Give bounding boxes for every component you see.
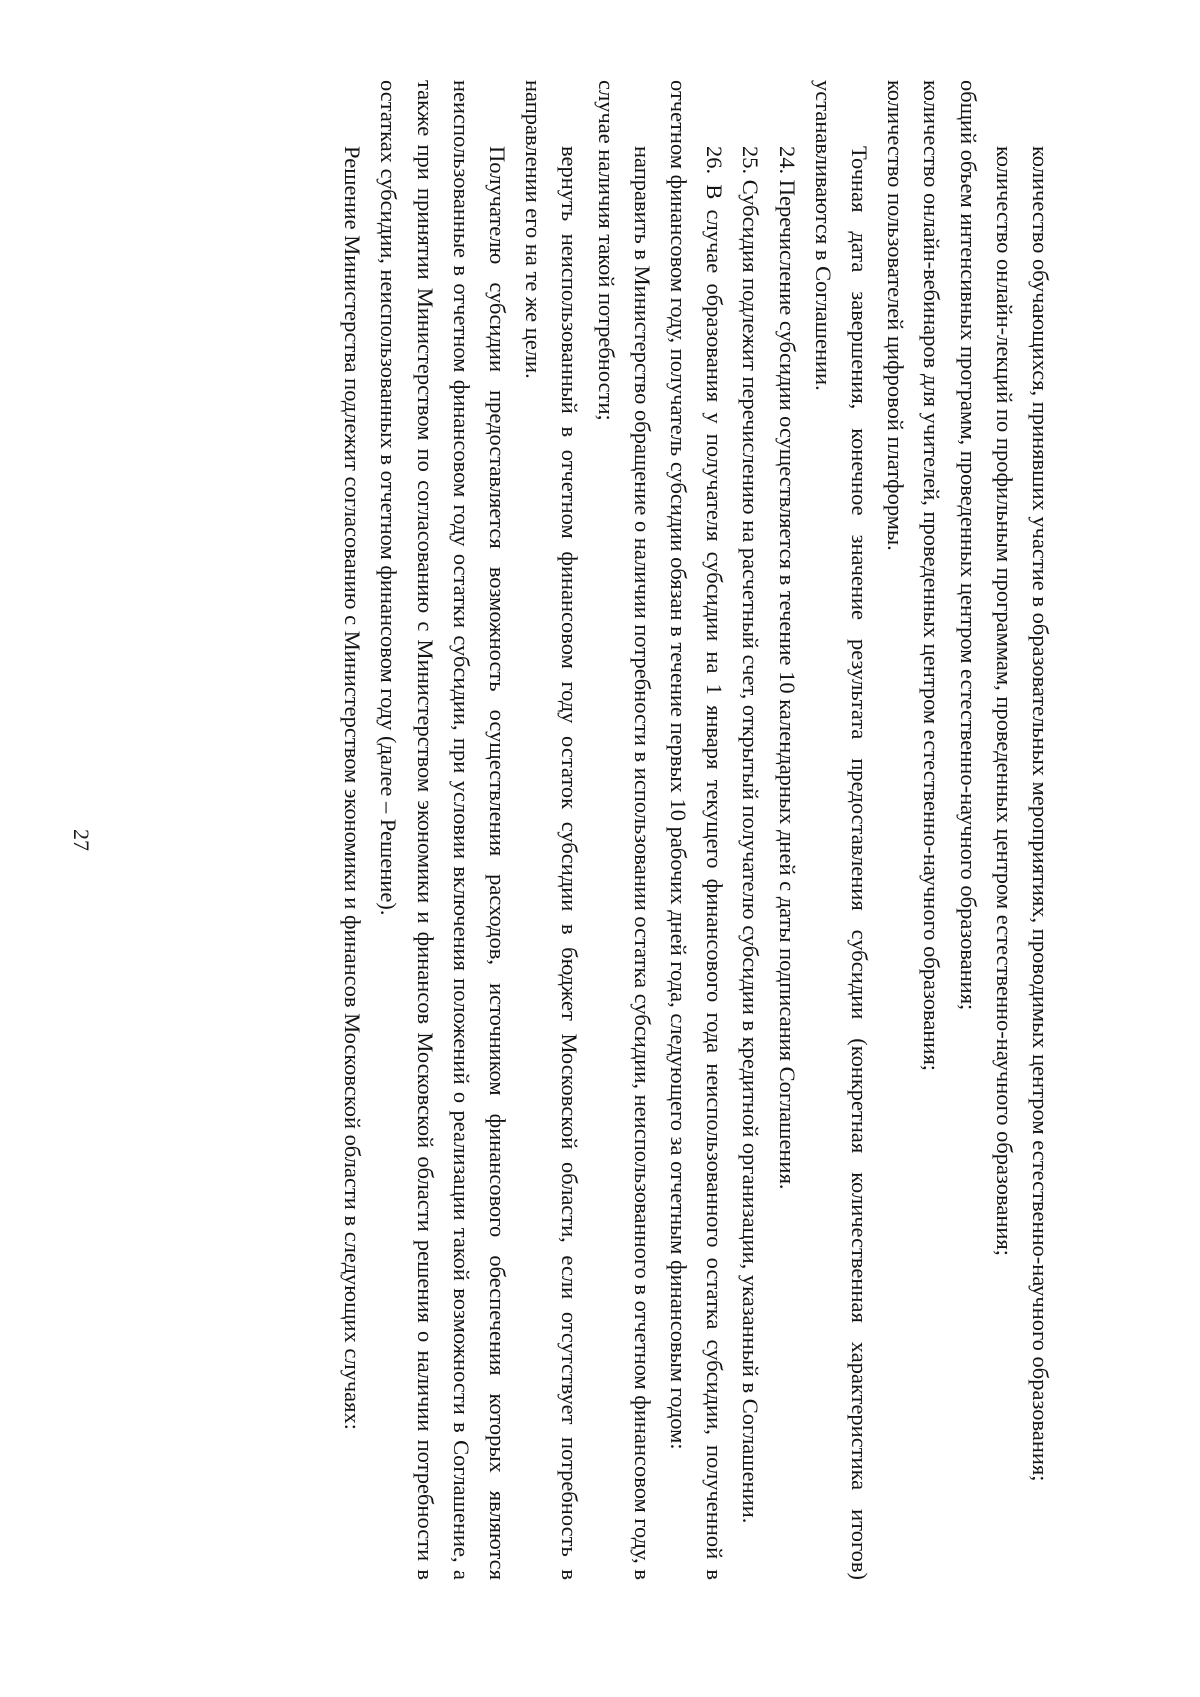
- paragraph: 26. В случае образования у получателя субсидии на 1 января текущего финансового года неиспользованного остатка субсидии, полученной в отчетном финансовом году, получатель субсидии обязан в течение первых 10 рабочих дней года, следующего за отчетным финансовым годом:: [665, 80, 728, 1580]
- paragraph: количество онлайн-лекций по профильным программам, проведенных центром естественно-научного образования;: [991, 146, 1017, 1257]
- paragraph: количество онлайн-вебинаров для учителей, проведенных центром естественно-научного образования;: [919, 80, 945, 1072]
- paragraph: Точная дата завершения, конечное значение результата предоставления субсидии (конкретная количественная характеристика итогов) устанавливаются в Соглашении.: [810, 80, 872, 1580]
- paragraph: количество обучающихся, принявших участие в образовательных мероприятиях, проводимых центром естественно-научного образования;: [1028, 146, 1053, 1482]
- paragraph: количество пользователей цифровой платформы.: [883, 80, 909, 551]
- rotated-text-region: [158, 80, 1058, 1580]
- paragraph: общий объем интенсивных программ, проведенных центром естественно-научного образования;: [955, 80, 981, 1011]
- paragraph: 24. Перечисление субсидии осуществляется в течение 10 календарных дней с даты подписания Соглашения.: [774, 146, 800, 1190]
- paragraph: направить в Министерство обращение о наличии потребности в использовании остатка субсидии, неиспользованного в отчетном финансовом году, в случае наличия такой потребности;: [593, 80, 655, 1580]
- paragraph: Получателю субсидии предоставляется возможность осуществления расходов, источником финансового обеспечения которых являются неиспользованные в отчетном финансовом году остатки субсидии, при условии включения положений о реализации такой возможности в Соглашение, а также при принятии Министерством по согласованию с Министерством экономики и финансов Московской области решения о наличии потребности в остатках субсидии, неиспользованных в отчетном финансовом году (далее – Решение).: [376, 80, 510, 1580]
- paragraph: Решение Министерства подлежит согласованию с Министерством экономики и финансов Московской области в следующих случаях:: [340, 146, 366, 1430]
- page-number: 27: [69, 829, 94, 851]
- paragraph: 25. Субсидия подлежит перечислению на расчетный счет, открытый получателю субсидии в кредитной организации, указанный в Соглашении.: [738, 146, 764, 1524]
- body-text: [334, 80, 1058, 1580]
- paragraph: вернуть неиспользованный в отчетном финансовом году остаток субсидии в бюджет Московской области, если отсутствует потребность в направлении его на те же цели.: [521, 80, 583, 1580]
